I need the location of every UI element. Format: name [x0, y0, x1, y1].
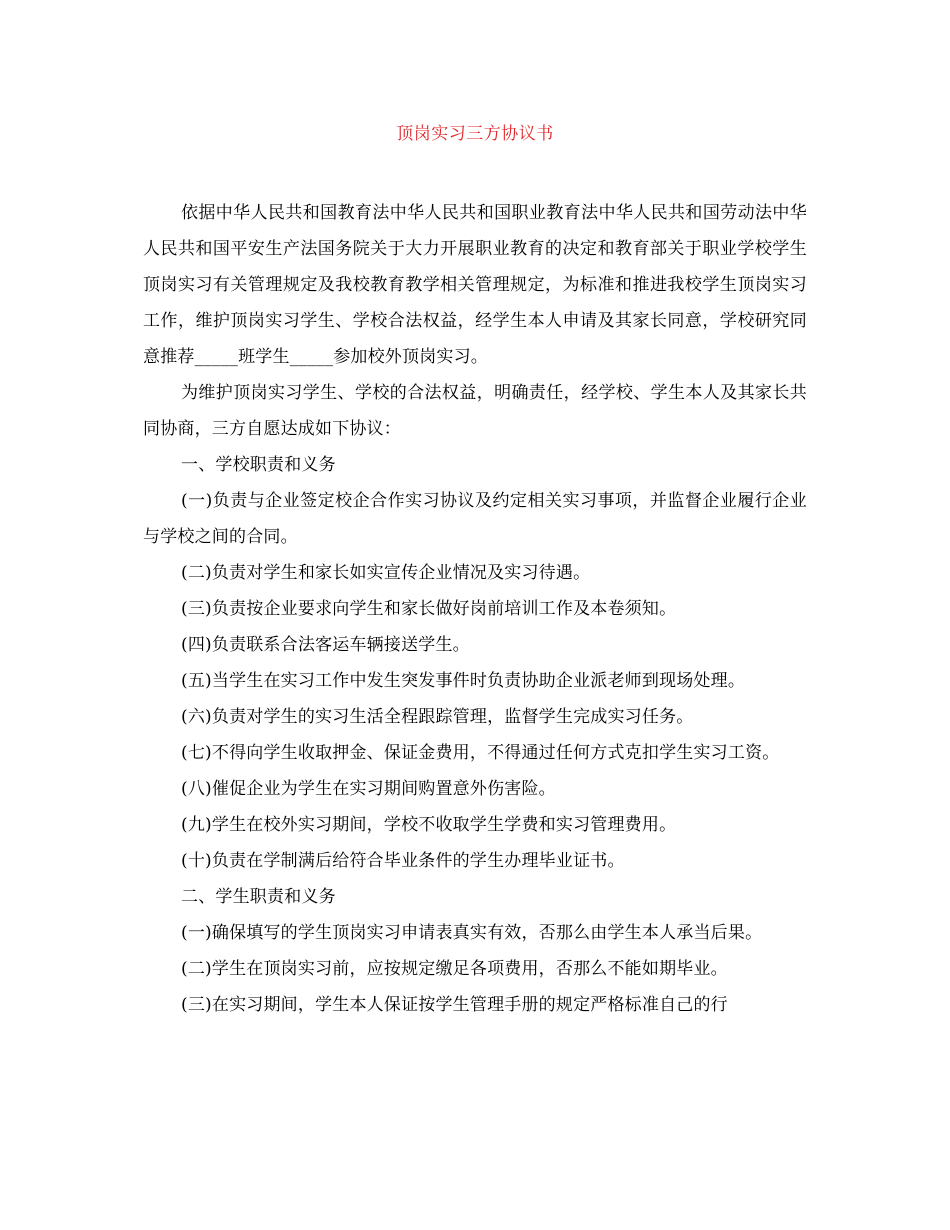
document-title: 顶岗实习三方协议书	[396, 124, 554, 144]
clause-school-10: (十)负责在学制满后给符合毕业条件的学生办理毕业证书。	[181, 851, 625, 871]
clause-school-8: (八)催促企业为学生在实习期间购置意外伤害险。	[181, 779, 556, 799]
clause-student-2: (二)学生在顶岗实习前，应按规定缴足各项费用，否那么不能如期毕业。	[181, 959, 728, 979]
clause-school-4: (四)负责联系合法客运车辆接送学生。	[181, 635, 470, 655]
clause-school-3: (三)负责按企业要求向学生和家长做好岗前培训工作及本卷须知。	[181, 599, 677, 619]
paragraph-purpose: 为维护顶岗实习学生、学校的合法权益，明确责任，经学校、学生本人及其家长共同协商，三方自愿达成如下协议：	[143, 383, 807, 439]
clause-school-1: (一)负责与企业签定校企合作实习协议及约定相关实习事项，并监督企业履行企业与学校之间的合同。	[143, 491, 807, 547]
document-body	[143, 195, 807, 1023]
section-heading-student: 二、学生职责和义务	[181, 887, 336, 907]
clause-student-1: (一)确保填写的学生顶岗实习申请表真实有效，否那么由学生本人承当后果。	[181, 923, 763, 943]
clause-student-3: (三)在实习期间，学生本人保证按学生管理手册的规定严格标准自己的行	[181, 995, 728, 1015]
clause-school-2: (二)负责对学生和家长如实宣传企业情况及实习待遇。	[181, 563, 591, 583]
clause-school-5: (五)当学生在实习工作中发生突发事件时负责协助企业派老师到现场处理。	[181, 671, 746, 691]
clause-school-6: (六)负责对学生的实习生活全程跟踪管理，监督学生完成实习任务。	[181, 707, 694, 727]
clause-school-7: (七)不得向学生收取押金、保证金费用，不得通过任何方式克扣学生实习工资。	[181, 743, 780, 763]
section-heading-school: 一、学校职责和义务	[181, 455, 336, 475]
paragraph-intro: 依据中华人民共和国教育法中华人民共和国职业教育法中华人民共和国劳动法中华人民共和国平安生产法国务院关于大力开展职业教育的决定和教育部关于职业学校学生顶岗实习有关管理规定及我校教育教学相关管理规定，为标准和推进我校学生顶岗实习工作，维护顶岗实习学生、学校合法权益，经学生本人申请及其家长同意，学校研究同意推荐_____班学生_____参加校外顶岗实习。	[143, 203, 807, 367]
clause-school-9: (九)学生在校外实习期间，学校不收取学生学费和实习管理费用。	[181, 815, 677, 835]
